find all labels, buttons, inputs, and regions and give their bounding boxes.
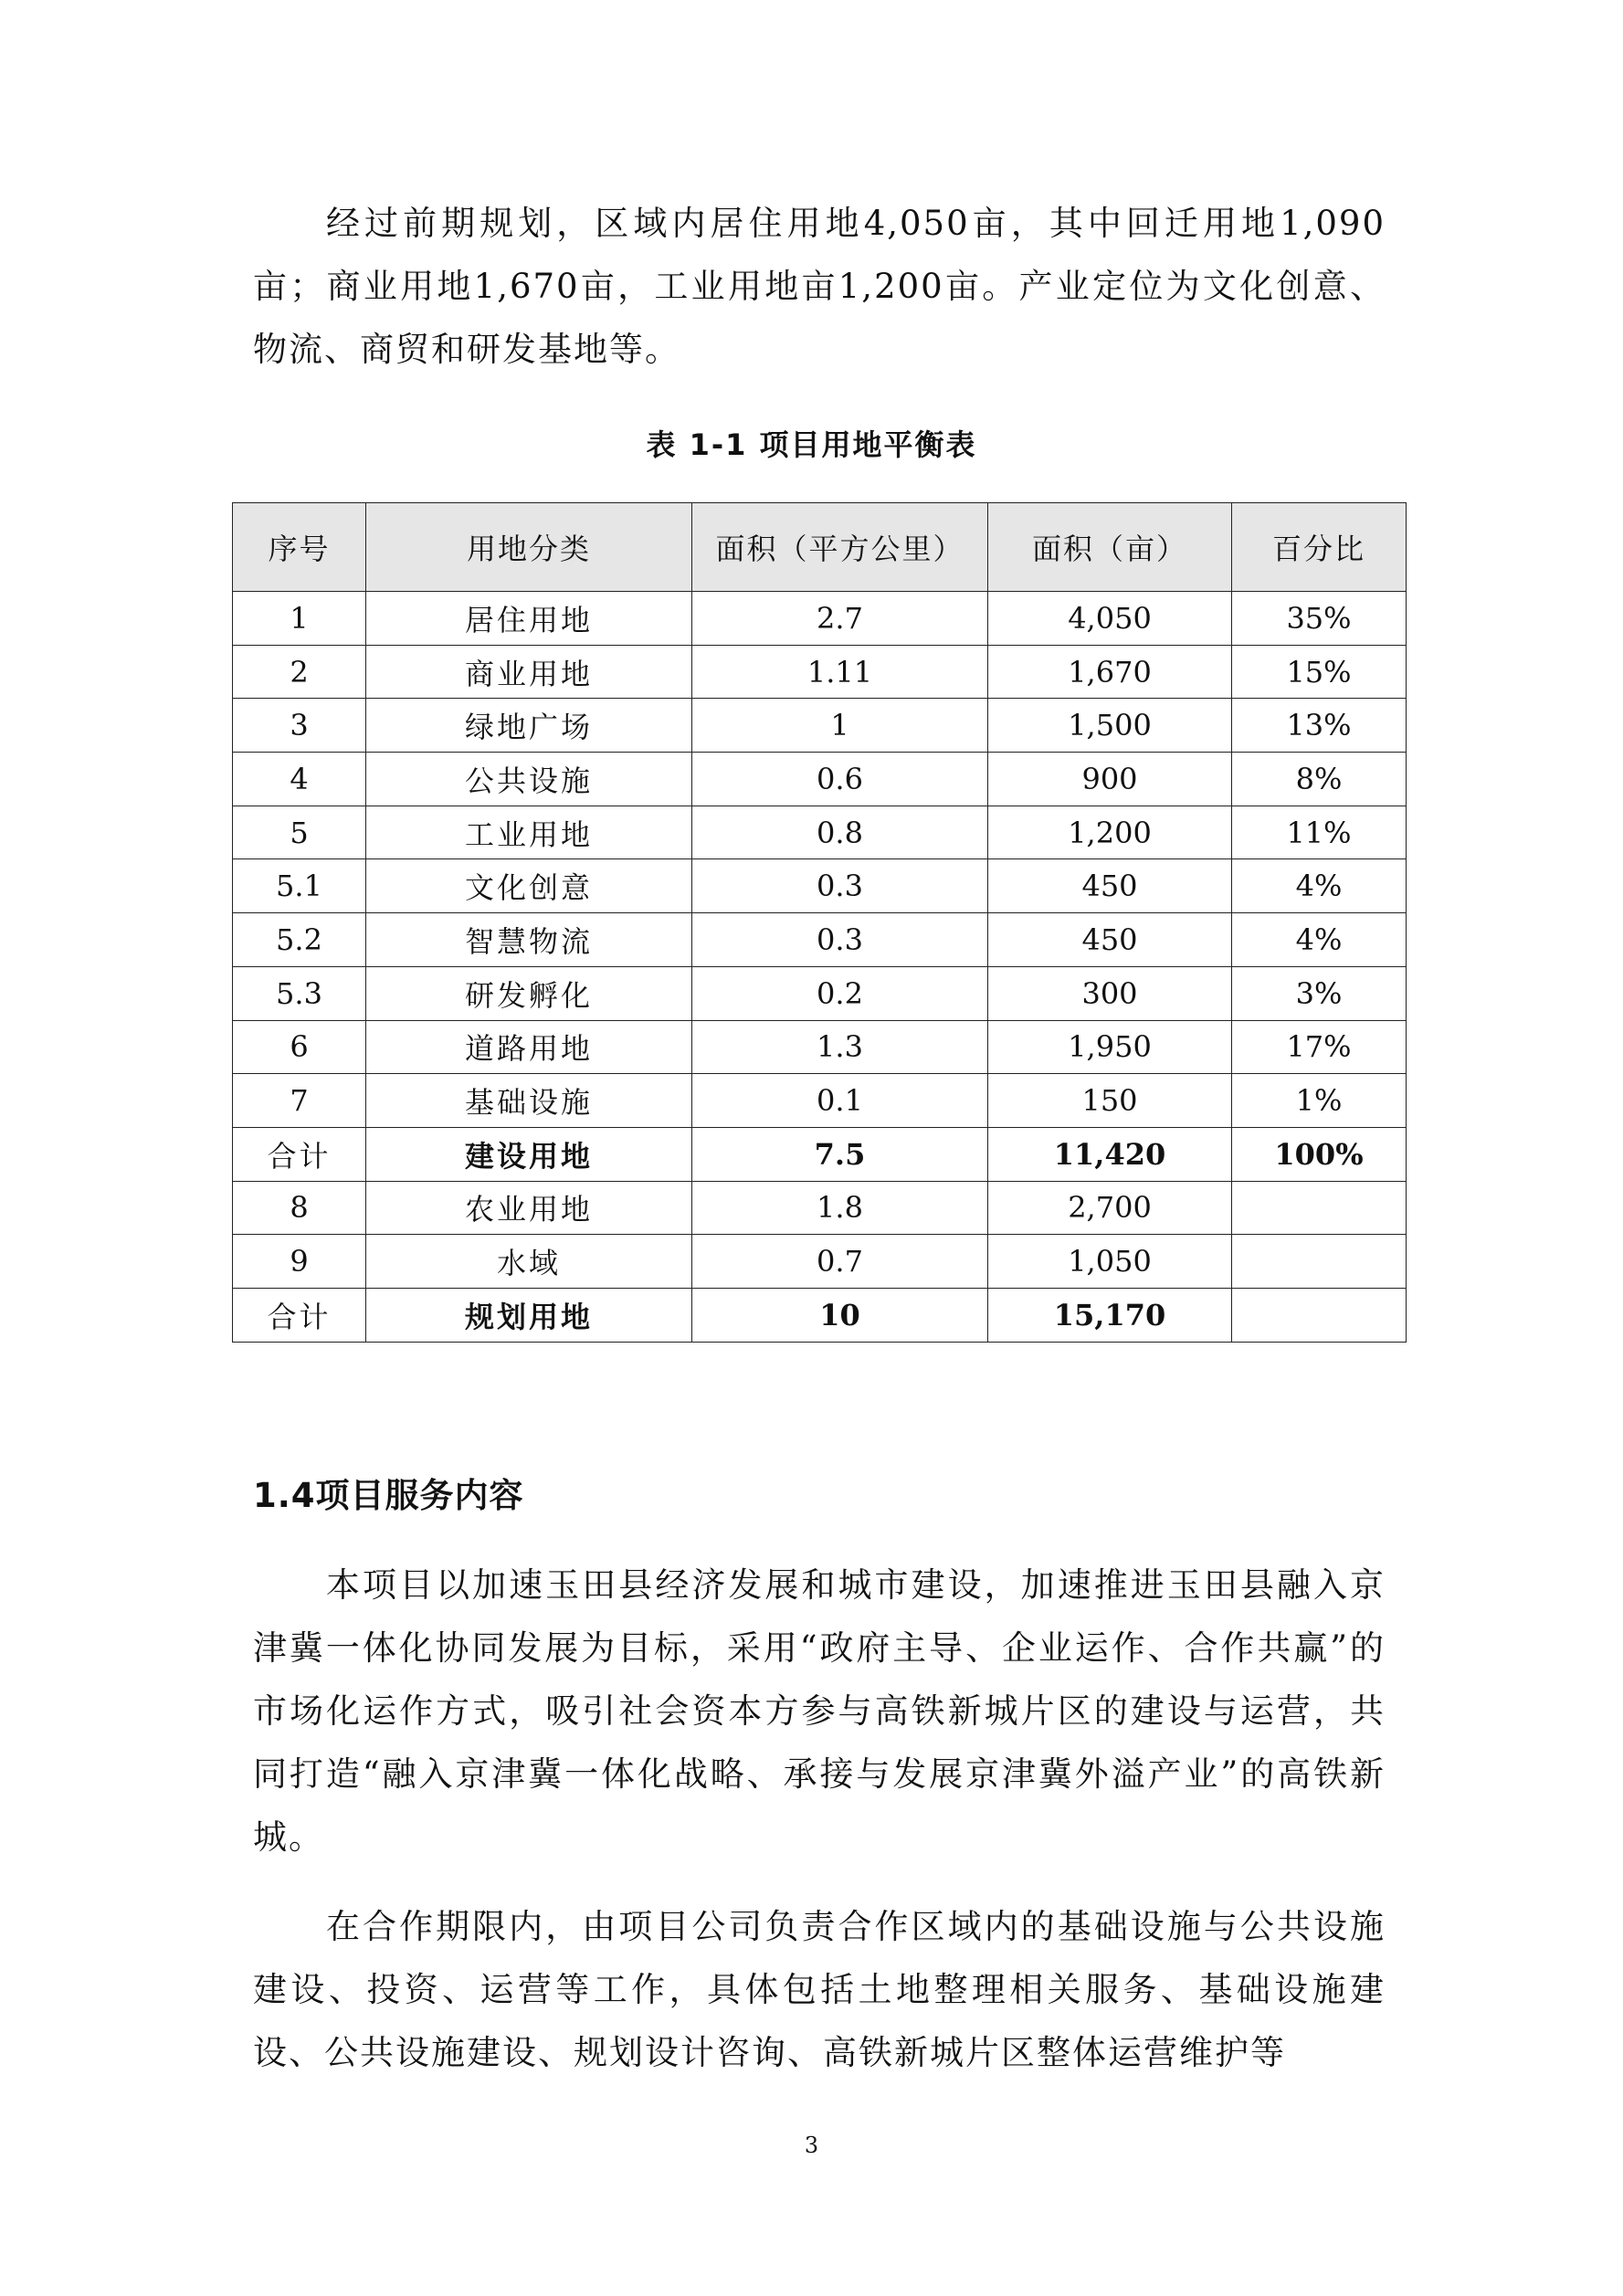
row-category: 规划用地 bbox=[366, 1288, 692, 1342]
row-category: 研发孵化 bbox=[366, 966, 692, 1020]
row-area-mu: 450 bbox=[988, 859, 1232, 913]
row-area-mu: 1,950 bbox=[988, 1020, 1232, 1074]
row-category: 公共设施 bbox=[366, 753, 692, 806]
row-no: 5.3 bbox=[233, 966, 366, 1020]
row-percent bbox=[1232, 1181, 1407, 1235]
table-row bbox=[233, 592, 1407, 646]
row-area-km2: 0.1 bbox=[692, 1074, 988, 1128]
row-no: 6 bbox=[233, 1020, 366, 1074]
row-area-km2: 1.8 bbox=[692, 1181, 988, 1235]
service-paragraph-2: 在合作期限内，由项目公司负责合作区域内的基础设施与公共设施建设、投资、运营等工作，具体包括土地整理相关服务、基础设施建设、公共设施建设、规划设计咨询、高铁新城片区整体运营维护等 bbox=[253, 1907, 1386, 2072]
row-percent: 100% bbox=[1232, 1127, 1407, 1181]
row-area-mu: 1,050 bbox=[988, 1235, 1232, 1289]
page-number: 3 bbox=[804, 2133, 819, 2158]
table-row bbox=[233, 1235, 1407, 1289]
row-category: 绿地广场 bbox=[366, 699, 692, 753]
row-no: 5.2 bbox=[233, 913, 366, 967]
table-caption: 表 1-1 项目用地平衡表 bbox=[646, 427, 977, 462]
row-category: 商业用地 bbox=[366, 645, 692, 699]
header-percent: 百分比 bbox=[1232, 503, 1407, 592]
row-area-km2: 0.7 bbox=[692, 1235, 988, 1289]
row-area-mu: 1,200 bbox=[988, 806, 1232, 859]
table-row bbox=[233, 699, 1407, 753]
row-area-km2: 1.11 bbox=[692, 645, 988, 699]
table-row bbox=[233, 753, 1407, 806]
row-percent: 11% bbox=[1232, 806, 1407, 859]
row-no: 2 bbox=[233, 645, 366, 699]
row-category: 智慧物流 bbox=[366, 913, 692, 967]
row-area-km2: 1.3 bbox=[692, 1020, 988, 1074]
row-category: 工业用地 bbox=[366, 806, 692, 859]
row-category: 农业用地 bbox=[366, 1181, 692, 1235]
intro-paragraph: 经过前期规划，区域内居住用地4,050亩，其中回迁用地1,090亩；商业用地1,670亩，工业用地亩1,200亩。产业定位为文化创意、物流、商贸和研发基地等。 bbox=[253, 204, 1386, 369]
row-area-mu: 4,050 bbox=[988, 592, 1232, 646]
row-percent: 3% bbox=[1232, 966, 1407, 1020]
table-row bbox=[233, 913, 1407, 967]
row-percent: 35% bbox=[1232, 592, 1407, 646]
row-no: 合计 bbox=[233, 1127, 366, 1181]
row-area-mu: 150 bbox=[988, 1074, 1232, 1128]
row-percent bbox=[1232, 1235, 1407, 1289]
row-category: 居住用地 bbox=[366, 592, 692, 646]
row-area-mu: 11,420 bbox=[988, 1127, 1232, 1181]
row-no: 3 bbox=[233, 699, 366, 753]
row-area-km2: 0.3 bbox=[692, 913, 988, 967]
header-area-km2: 面积（平方公里） bbox=[692, 503, 988, 592]
land-use-balance-table bbox=[232, 502, 1407, 1343]
row-no: 5 bbox=[233, 806, 366, 859]
header-area-mu: 面积（亩） bbox=[988, 503, 1232, 592]
row-area-mu: 1,500 bbox=[988, 699, 1232, 753]
table-row bbox=[233, 1181, 1407, 1235]
table-row bbox=[233, 1074, 1407, 1128]
row-category: 水域 bbox=[366, 1235, 692, 1289]
row-area-km2: 0.3 bbox=[692, 859, 988, 913]
row-percent: 17% bbox=[1232, 1020, 1407, 1074]
section-heading: 1.4项目服务内容 bbox=[253, 1476, 524, 1515]
table-row bbox=[233, 1288, 1407, 1342]
row-area-mu: 1,670 bbox=[988, 645, 1232, 699]
row-percent: 1% bbox=[1232, 1074, 1407, 1128]
row-area-mu: 300 bbox=[988, 966, 1232, 1020]
row-category: 基础设施 bbox=[366, 1074, 692, 1128]
row-no: 合计 bbox=[233, 1288, 366, 1342]
table-body bbox=[233, 592, 1407, 1343]
table-header-row bbox=[233, 503, 1407, 592]
row-no: 1 bbox=[233, 592, 366, 646]
header-no: 序号 bbox=[233, 503, 366, 592]
row-category: 文化创意 bbox=[366, 859, 692, 913]
row-category: 建设用地 bbox=[366, 1127, 692, 1181]
row-percent: 4% bbox=[1232, 913, 1407, 967]
service-paragraph-1: 本项目以加速玉田县经济发展和城市建设，加速推进玉田县融入京津冀一体化协同发展为目标，采用“政府主导、企业运作、合作共赢”的市场化运作方式，吸引社会资本方参与高铁新城片区的建设与运营，共同打造“融入京津冀一体化战略、承接与发展京津冀外溢产业”的高铁新城。 bbox=[253, 1565, 1386, 1857]
row-area-km2: 1 bbox=[692, 699, 988, 753]
row-no: 9 bbox=[233, 1235, 366, 1289]
row-percent: 13% bbox=[1232, 699, 1407, 753]
row-area-km2: 0.2 bbox=[692, 966, 988, 1020]
table-row bbox=[233, 806, 1407, 859]
row-no: 5.1 bbox=[233, 859, 366, 913]
row-percent: 15% bbox=[1232, 645, 1407, 699]
row-percent bbox=[1232, 1288, 1407, 1342]
row-no: 4 bbox=[233, 753, 366, 806]
row-percent: 8% bbox=[1232, 753, 1407, 806]
table-row bbox=[233, 859, 1407, 913]
row-no: 7 bbox=[233, 1074, 366, 1128]
table-row bbox=[233, 1127, 1407, 1181]
table-row bbox=[233, 1020, 1407, 1074]
row-area-km2: 0.8 bbox=[692, 806, 988, 859]
row-area-mu: 2,700 bbox=[988, 1181, 1232, 1235]
row-area-mu: 15,170 bbox=[988, 1288, 1232, 1342]
row-area-km2: 7.5 bbox=[692, 1127, 988, 1181]
row-area-km2: 2.7 bbox=[692, 592, 988, 646]
row-area-mu: 900 bbox=[988, 753, 1232, 806]
row-no: 8 bbox=[233, 1181, 366, 1235]
row-area-km2: 10 bbox=[692, 1288, 988, 1342]
row-area-km2: 0.6 bbox=[692, 753, 988, 806]
row-category: 道路用地 bbox=[366, 1020, 692, 1074]
header-category: 用地分类 bbox=[366, 503, 692, 592]
table-row bbox=[233, 645, 1407, 699]
row-percent: 4% bbox=[1232, 859, 1407, 913]
table-row bbox=[233, 966, 1407, 1020]
row-area-mu: 450 bbox=[988, 913, 1232, 967]
